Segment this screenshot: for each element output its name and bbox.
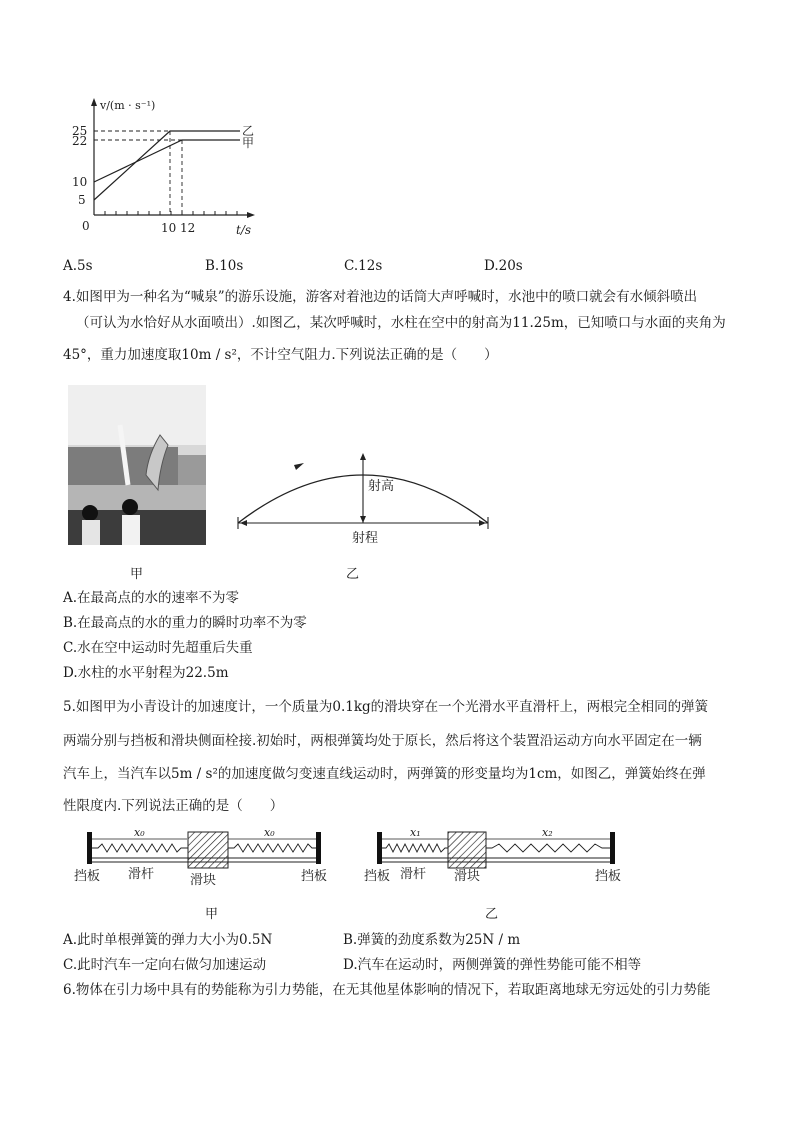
q4-photo-caption: 甲 — [130, 567, 144, 582]
curve-yi — [94, 131, 240, 200]
x-tick-10: 10 — [161, 221, 177, 235]
label-range: 射程 — [352, 531, 379, 546]
q5-figure-a-caption: 甲 — [205, 907, 219, 922]
q5-stem-line-4: 性限度内.下列说法正确的是（ ） — [63, 798, 284, 814]
q4-stem-line-2: （可认为水恰好从水面喷出）.如图乙，某次呼喊时，水柱在空中的射高为11.25m，已知喷口与水面的夹角为 — [76, 315, 726, 331]
q4-option-a: A.在最高点的水的速率不为零 — [63, 590, 240, 606]
y-tick-22: 22 — [72, 134, 88, 148]
q4-stem-line-3: 45°，重力加速度取10m / s²，不计空气阻力.下列说法正确的是（ ） — [63, 347, 498, 363]
q5-option-b: B.弹簧的劲度系数为25N / m — [343, 932, 521, 948]
curve-label-jia: 甲 — [242, 136, 255, 150]
q4-option-d: D.水柱的水平射程为22.5m — [63, 665, 229, 681]
label-baffle-left-a: 挡板 — [74, 869, 101, 884]
q3-option-c: C.12s — [344, 258, 383, 274]
y-axis-label: v/(m · s⁻¹) — [100, 99, 156, 112]
label-baffle-right-b: 挡板 — [595, 869, 622, 884]
q4-diagram-caption: 乙 — [346, 567, 360, 582]
y-tick-5: 5 — [78, 193, 86, 207]
label-baffle-right-a: 挡板 — [301, 869, 328, 884]
label-x1: x₁ — [410, 826, 421, 839]
label-block-b: 滑块 — [454, 869, 481, 884]
y-tick-10: 10 — [72, 175, 88, 189]
q4-option-b: B.在最高点的水的重力的瞬时功率不为零 — [63, 615, 307, 631]
q3-option-b: B.10s — [205, 258, 244, 274]
q5-option-a: A.此时单根弹簧的弹力大小为0.5N — [63, 932, 273, 948]
q5-stem-line-3: 汽车上，当汽车以5m / s²的加速度做匀变速直线运动时，两弹簧的形变量均为1cm，如图乙，弹簧始终在弹 — [63, 766, 706, 782]
q3-option-a: A.5s — [63, 258, 93, 274]
label-height: 射高 — [368, 479, 395, 494]
slider-block-b — [448, 832, 486, 868]
q3-option-d: D.20s — [484, 258, 523, 274]
fountain-photo — [68, 385, 206, 545]
q4-stem-line-1: 4.如图甲为一种名为“喊泉”的游乐设施，游客对着池边的话筒大声呼喊时，水池中的喷口就会有水倾斜喷出 — [63, 289, 698, 305]
accelerometer-figure-a — [70, 822, 330, 892]
q5-figure-b-caption: 乙 — [485, 907, 499, 922]
label-x0-left: x₀ — [134, 826, 145, 839]
slider-block-a — [188, 832, 228, 868]
label-baffle-left-b: 挡板 — [364, 869, 391, 884]
label-x2: x₂ — [542, 826, 553, 839]
curve-label-yi: 乙 — [242, 124, 255, 138]
label-rod-a: 滑杆 — [128, 867, 155, 882]
label-rod-b: 滑杆 — [400, 867, 427, 882]
label-block-a: 滑块 — [190, 873, 217, 888]
curve-jia — [94, 140, 240, 182]
accelerometer-figure-b — [360, 822, 635, 892]
y-tick-25: 25 — [72, 124, 88, 138]
trajectory-arrow — [294, 463, 304, 470]
water-trajectory-diagram — [228, 445, 493, 550]
q5-stem-line-1: 5.如图甲为小青设计的加速度计，一个质量为0.1kg的滑块穿在一个光滑水平直滑杆上，两根完全相同的弹簧 — [63, 699, 709, 715]
origin-label: 0 — [82, 219, 90, 233]
q5-option-d: D.汽车在运动时，两侧弹簧的弹性势能可能不相等 — [343, 957, 642, 973]
x-tick-12: 12 — [180, 221, 196, 235]
q5-stem-line-2: 两端分别与挡板和滑块侧面栓接.初始时，两根弹簧均处于原长，然后将这个装置沿运动方向水平固定在一辆 — [63, 733, 702, 749]
q6-stem-line-1: 6.物体在引力场中具有的势能称为引力势能，在无其他星体影响的情况下，若取距离地球无穷远处的引力势能 — [63, 982, 711, 998]
q4-option-c: C.水在空中运动时先超重后失重 — [63, 640, 253, 656]
velocity-time-graph — [60, 95, 260, 240]
q5-option-c: C.此时汽车一定向右做匀加速运动 — [63, 957, 267, 973]
x-axis-label: t/s — [236, 223, 252, 237]
label-x0-right: x₀ — [264, 826, 275, 839]
